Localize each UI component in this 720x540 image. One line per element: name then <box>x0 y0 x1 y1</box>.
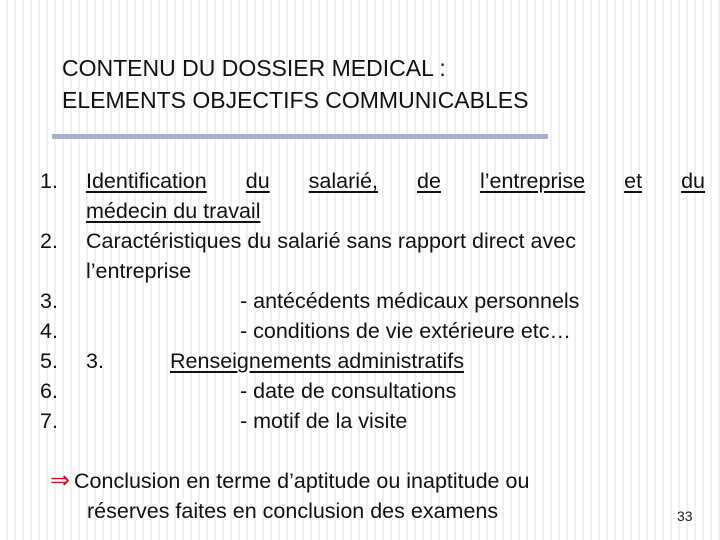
implies-arrow-icon: ⇒ <box>50 467 71 494</box>
item-number: 7. <box>40 409 58 433</box>
item-number: 3. <box>40 289 58 313</box>
item-5-text: Renseignements administratifs <box>170 349 464 373</box>
item-5-inner-number: 3. <box>86 349 104 373</box>
item-1-word: du <box>681 169 705 193</box>
item-2-line-1: Caractéristiques du salarié sans rapport direct avec <box>86 229 576 253</box>
item-1-word: de <box>417 169 441 193</box>
item-1-word: et <box>624 169 643 193</box>
slide-title <box>62 52 682 116</box>
title-underline-divider <box>52 134 548 139</box>
conclusion-line-2: réserves faites en conclusion des examens <box>87 499 499 523</box>
item-number: 6. <box>40 379 58 403</box>
title-line-2: ELEMENTS OBJECTIFS COMMUNICABLES <box>62 87 529 113</box>
item-1-word: Identification <box>86 169 207 193</box>
item-2-line-2: l’entreprise <box>86 259 192 283</box>
item-6-text: - date de consultations <box>240 379 457 403</box>
conclusion-line-1: Conclusion en terme d’aptitude ou inaptitude ou <box>74 469 530 493</box>
item-1-word: l’entreprise <box>479 169 586 193</box>
item-4-text: - conditions de vie extérieure etc… <box>240 319 572 343</box>
item-3-text: - antécédents médicaux personnels <box>240 289 580 313</box>
item-1-text <box>86 166 705 196</box>
item-1-word: salarié, <box>308 169 378 193</box>
item-number: 4. <box>40 319 58 343</box>
item-1-word: du <box>245 169 270 193</box>
title-line-1: CONTENU DU DOSSIER MEDICAL : <box>62 55 446 81</box>
item-number: 1. <box>40 169 58 193</box>
item-number: 5. <box>40 349 58 373</box>
item-1-line-2: médecin du travail <box>86 199 261 223</box>
item-7-text: - motif de la visite <box>240 409 408 433</box>
page-number: 33 <box>677 508 693 524</box>
item-number: 2. <box>40 229 58 253</box>
